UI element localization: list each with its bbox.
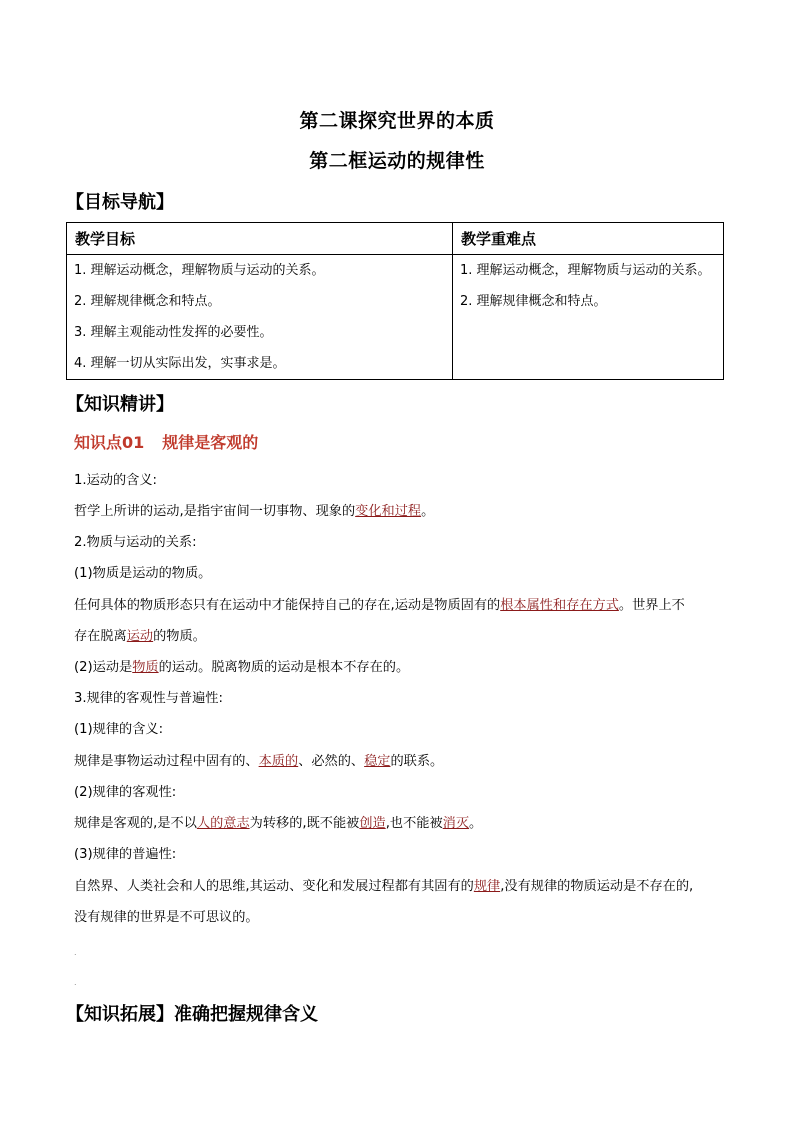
content-line: 没有规律的世界是不可思议的。 (74, 910, 259, 925)
stray-dot: . (74, 948, 77, 957)
content-line (74, 750, 443, 769)
content-line: (1)规律的含义: (74, 722, 164, 737)
content-line (74, 500, 434, 519)
content-line: 2.物质与运动的关系: (74, 535, 197, 550)
knowledge-point-label: 知识点01 (74, 433, 145, 452)
table-header-key-points: 教学重难点 (453, 223, 724, 255)
text-span: 、必然的、 (298, 754, 365, 769)
text-span: 规律是客观的,是不以 (74, 816, 197, 831)
knowledge-point-name: 规律是客观的 (162, 433, 259, 452)
highlight-span: 稳定 (364, 754, 391, 769)
lesson-title: 第二课探究世界的本质 (299, 110, 495, 132)
highlight-span: 物质 (132, 660, 159, 675)
text-span: 。世界上不 (618, 598, 685, 613)
text-span: 哲学上所讲的运动,是指宇宙间一切事物、现象的 (74, 504, 356, 519)
highlight-span: 变化和过程 (355, 504, 422, 519)
content-line: (1)物质是运动的物质。 (74, 566, 212, 581)
highlight-span: 运动 (126, 629, 154, 644)
key-point-item: 2. 理解规律概念和特点。 (460, 294, 607, 309)
text-span: 为转移的,既不能被 (249, 816, 360, 831)
content-line (74, 656, 409, 675)
section-knowledge-heading: 【知识精讲】 (66, 394, 174, 415)
text-span: 的物质。 (153, 629, 206, 644)
table-header-goals: 教学目标 (67, 223, 453, 255)
text-span: 。 (469, 816, 483, 831)
lesson-subtitle: 第二框运动的规律性 (309, 150, 485, 172)
highlight-span: 消灭 (442, 816, 470, 831)
text-span: 自然界、人类社会和人的思维,其运动、变化和发展过程都有其固有的 (74, 879, 474, 894)
content-line (74, 625, 206, 644)
text-span: ,也不能被 (385, 816, 443, 831)
goal-item: 3. 理解主观能动性发挥的必要性。 (74, 325, 273, 340)
key-point-item: 1. 理解运动概念，理解物质与运动的关系。 (460, 263, 711, 278)
section-extension-heading: 【知识拓展】准确把握规律含义 (66, 1004, 318, 1025)
content-line: (3)规律的普遍性: (74, 847, 177, 862)
text-span: ,没有规律的物质运动是不存在的, (500, 879, 694, 894)
section-goal-heading: 【目标导航】 (66, 192, 174, 213)
text-span: 任何具体的物质形态只有在运动中才能保持自己的存在,运动是物质固有的 (74, 598, 501, 613)
content-line: (2)规律的客观性: (74, 785, 177, 800)
knowledge-point-title (74, 430, 258, 453)
text-span: 规律是事物运动过程中固有的、 (74, 754, 259, 769)
goal-item: 1. 理解运动概念，理解物质与运动的关系。 (74, 263, 325, 278)
key-points-cell (453, 255, 724, 380)
goal-item: 2. 理解规律概念和特点。 (74, 294, 221, 309)
content-line: 3.规律的客观性与普遍性: (74, 691, 223, 706)
text-span: 的联系。 (390, 754, 444, 769)
highlight-span: 本质的 (258, 754, 299, 769)
text-span: 存在脱离 (74, 629, 127, 644)
content-line (74, 875, 693, 894)
goals-table (66, 222, 724, 380)
goals-cell (67, 255, 453, 380)
highlight-span: 根本属性和存在方式 (500, 598, 619, 613)
text-span: 。 (421, 504, 435, 519)
highlight-span: 创造 (359, 816, 386, 831)
content-line (74, 812, 482, 831)
stray-dot: . (74, 978, 77, 987)
text-span: (2)运动是 (74, 660, 133, 675)
text-span: 的运动。脱离物质的运动是根本不存在的。 (158, 660, 410, 675)
highlight-span: 人的意志 (196, 816, 250, 831)
goal-item: 4. 理解一切从实际出发，实事求是。 (74, 356, 286, 371)
content-line: 1.运动的含义: (74, 473, 157, 488)
highlight-span: 规律 (473, 879, 501, 894)
content-line (74, 594, 685, 613)
